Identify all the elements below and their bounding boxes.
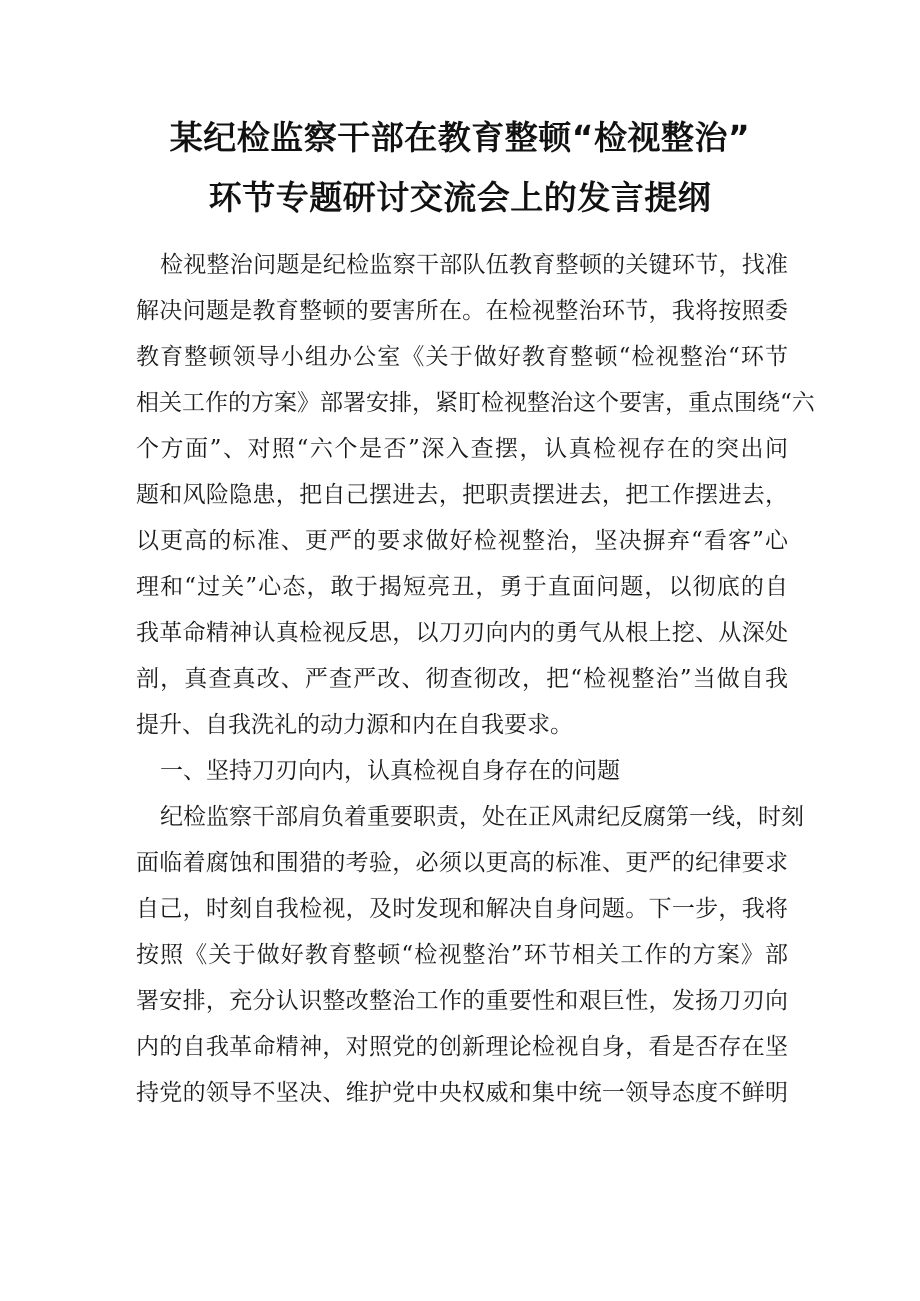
paragraph-1-line: 以更高的标准、更严的要求做好检视整治，坚决摒弃“看客”心 xyxy=(136,528,788,554)
paragraph-2-line: 按照《关于做好教育整顿“检视整治”环节相关工作的方案》部 xyxy=(136,942,788,968)
paragraph-1-line: 检视整治问题是纪检监察干部队伍教育整顿的关键环节，找准 xyxy=(160,252,788,278)
paragraph-1-line: 剖，真查真改、严查严改、彻查彻改，把“检视整治”当做自我 xyxy=(136,666,788,692)
paragraph-2-line: 面临着腐蚀和围猎的考验，必须以更高的标准、更严的纪律要求 xyxy=(136,850,788,876)
paragraph-1-line: 教育整顿领导小组办公室《关于做好教育整顿“检视整治“环节 xyxy=(136,344,788,370)
paragraph-1-line: 理和“过关”心态，敢于揭短亮丑，勇于直面问题，以彻底的自 xyxy=(136,574,788,600)
paragraph-1-line: 我革命精神认真检视反思，以刀刃向内的勇气从根上挖、从深处 xyxy=(136,620,788,646)
paragraph-1-line: 题和风险隐患，把自己摆进去，把职责摆进去，把工作摆进去， xyxy=(136,482,788,508)
document-title-line-2: 环节专题研讨交流会上的发言提纲 xyxy=(208,178,712,217)
paragraph-1-line: 解决问题是教育整顿的要害所在。在检视整治环节，我将按照委 xyxy=(136,298,788,324)
document-title-line-1: 某纪检监察干部在教育整顿“检视整治” xyxy=(169,118,751,157)
paragraph-1-line: 相关工作的方案》部署安排，紧盯检视整治这个要害，重点围绕“六 xyxy=(136,390,815,416)
section-heading-1: 一、坚持刀刃向内，认真检视自身存在的问题 xyxy=(160,758,620,784)
paragraph-1-line: 提升、自我洗礼的动力源和内在自我要求。 xyxy=(136,712,573,738)
paragraph-2-line: 纪检监察干部肩负着重要职责，处在正风肃纪反腐第一线，时刻 xyxy=(160,804,804,830)
paragraph-2-line: 自己，时刻自我检视，及时发现和解决自身问题。下一步，我将 xyxy=(136,896,788,922)
paragraph-2-line: 署安排，充分认识整改整治工作的重要性和艰巨性，发扬刀刃向 xyxy=(136,988,788,1014)
paragraph-2-line: 持党的领导不坚决、维护党中央权威和集中统一领导态度不鲜明 xyxy=(136,1080,788,1106)
paragraph-1-line: 个方面”、对照“六个是否”深入查摆，认真检视存在的突出问 xyxy=(136,436,788,462)
paragraph-2-line: 内的自我革命精神，对照党的创新理论检视自身，看是否存在坚 xyxy=(136,1034,788,1060)
